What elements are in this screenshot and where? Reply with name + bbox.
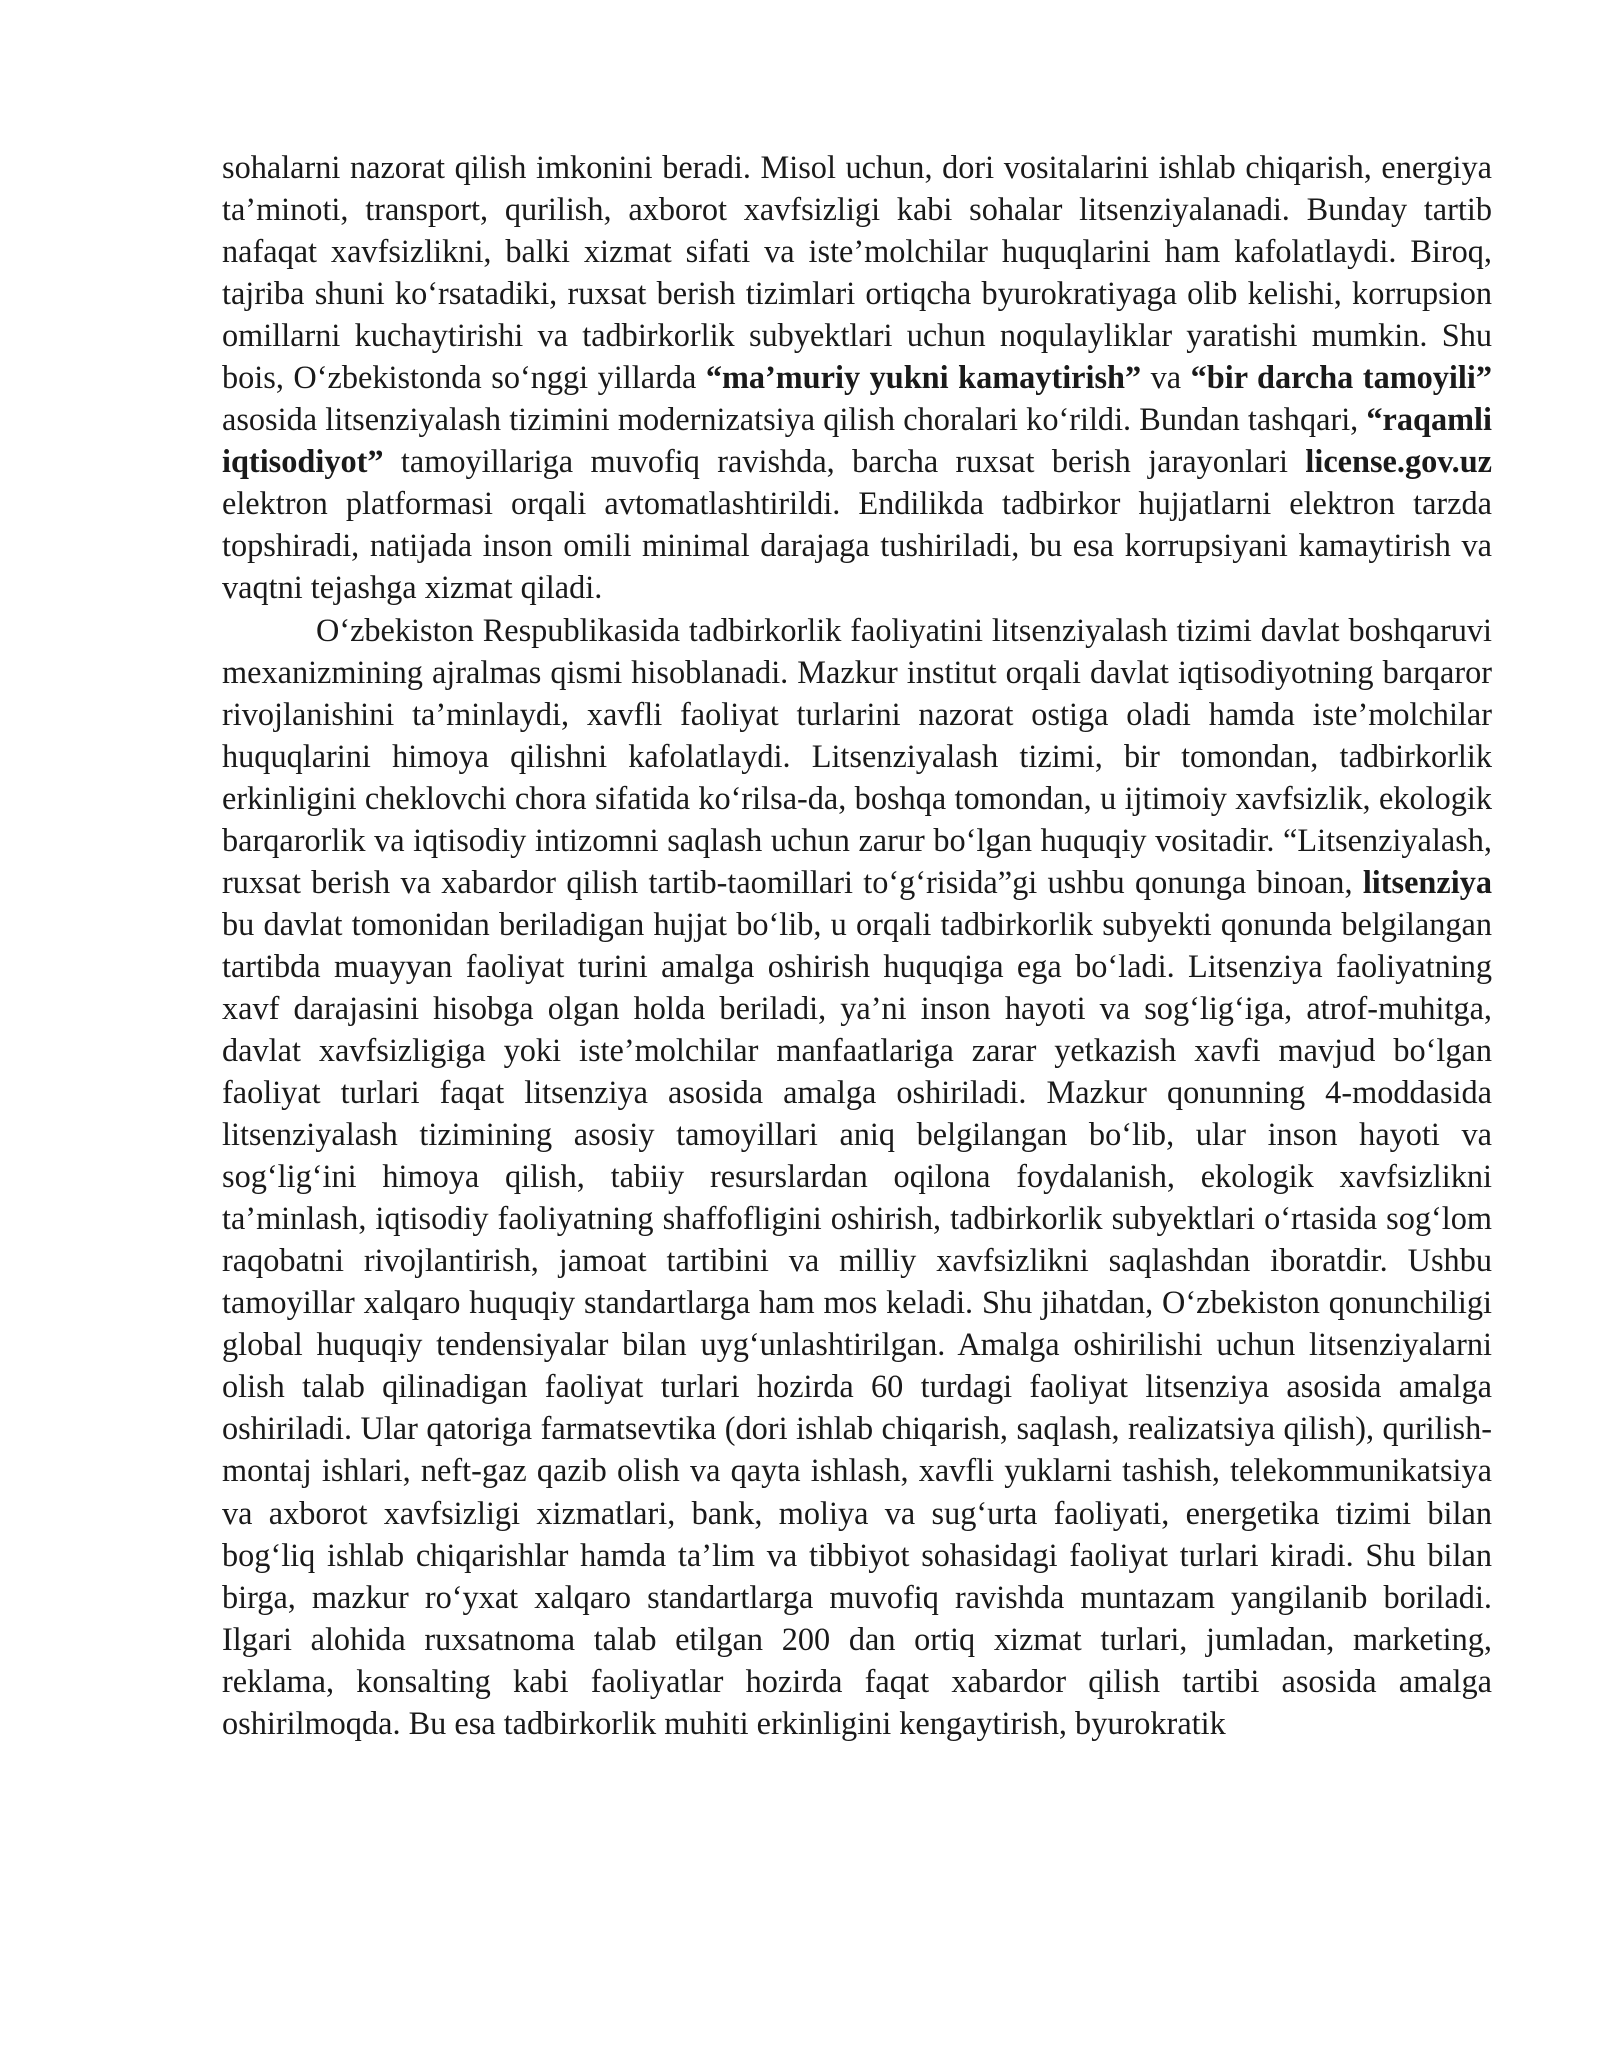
- bold-term-raqamli-iqtisodiyot: “raqamli iqtisodiyot”: [222, 401, 1492, 480]
- bold-term-mamuriy-yuk: “ma’muriy yukni kamaytirish”: [705, 359, 1142, 396]
- text-segment: O‘zbekiston Respublikasida tadbirkorlik faoliyatini litsenziyalash tizimi davlat boshqaruvi mexanizmining ajralmas qismi hisoblanadi. Mazkur institut orqali davlat iqtisodiyotning barqaror rivojlanishini ta’minlaydi, xavfli faoliyat turlarini nazorat ostiga oladi hamda iste’molchilar huquqlarini himoya qilishni kafolatlaydi. Litsenziyalash tizimi, bir tomondan, tadbirkorlik erkinligini cheklovchi chora sifatida ko‘rilsa-da, boshqa tomondan, u ijtimoiy xavfsizlik, ekologik barqarorlik va iqtisodiy intizomni saqlash uchun zarur bo‘lgan huquqiy vositadir. “Litsenziyalash, ruxsat berish va xabardor qilish tartib-taomillari to‘g‘risida”gi ushbu qonunga binoan,: [222, 611, 1492, 900]
- bold-term-bir-darcha: “bir darcha tamoyili”: [1190, 359, 1492, 396]
- text-segment: sohalarni nazorat qilish imkonini beradi. Misol uchun, dori vositalarini ishlab chiqarish, energiya ta’minoti, transport, qurilish, axborot xavfsizligi kabi sohalar litsenziyalanadi. Bunday tartib nafaqat xavfsizlikni, balki xizmat sifati va iste’molchilar huquqlarini ham kafolatlaydi. Biroq, tajriba shuni ko‘rsatadiki, ruxsat berish tizimlari ortiqcha byurokratiyaga olib kelishi, korrupsion omillarni kuchaytirishi va tadbirkorlik subyektlari uchun noqulayliklar yaratishi mumkin. Shu bois, O‘zbekistonda so‘nggi yillarda: [222, 149, 1492, 396]
- paragraph-2: [222, 609, 1492, 1744]
- text-segment: asosida litsenziyalash tizimini modernizatsiya qilish choralari ko‘rildi. Bundan tashqari,: [222, 401, 1367, 438]
- bold-term-license-gov-uz: license.gov.uz: [1305, 443, 1492, 480]
- bold-term-litsenziya: litsenziya: [1362, 863, 1492, 900]
- paragraph-1: [222, 146, 1492, 609]
- text-segment: tamoyillariga muvofiq ravishda, barcha ruxsat berish jarayonlari: [383, 443, 1306, 480]
- text-segment: elektron platformasi orqali avtomatlashtirildi. Endilikda tadbirkor hujjatlarni elektron tarzda topshiradi, natijada inson omili minimal darajaga tushiriladi, bu esa korrupsiyani kamaytirish va vaqtni tejashga xizmat qiladi.: [222, 485, 1492, 606]
- document-page: [222, 146, 1492, 1744]
- text-segment: va: [1141, 359, 1191, 396]
- text-segment: bu davlat tomonidan beriladigan hujjat bo‘lib, u orqali tadbirkorlik subyekti qonunda belgilangan tartibda muayyan faoliyat turini amalga oshirish huquqiga ega bo‘ladi. Litsenziya faoliyatning xavf darajasini hisobga olgan holda beriladi, ya’ni inson hayoti va sog‘lig‘iga, atrof-muhitga, davlat xavfsizligiga yoki iste’molchilar manfaatlariga zarar yetkazish xavfi mavjud bo‘lgan faoliyat turlari faqat litsenziya asosida amalga oshiriladi. Mazkur qonunning 4-moddasida litsenziyalash tizimining asosiy tamoyillari aniq belgilangan bo‘lib, ular inson hayoti va sog‘lig‘ini himoya qilish, tabiiy resurslardan oqilona foydalanish, ekologik xavfsizlikni ta’minlash, iqtisodiy faoliyatning shaffofligini oshirish, tadbirkorlik subyektlari o‘rtasida sog‘lom raqobatni rivojlantirish, jamoat tartibini va milliy xavfsizlikni saqlashdan iboratdir. Ushbu tamoyillar xalqaro huquqiy standartlarga ham mos keladi. Shu jihatdan, O‘zbekiston qonunchiligi global huquqiy tendensiyalar bilan uyg‘unlashtirilgan. Amalga oshirilishi uchun litsenziyalarni olish talab qilinadigan faoliyat turlari hozirda 60 turdagi faoliyat litsenziya asosida amalga oshiriladi. Ular qatoriga farmatsevtika (dori ishlab chiqarish, saqlash, realizatsiya qilish), qurilish-montaj ishlari, neft-gaz qazib olish va qayta ishlash, xavfli yuklarni tashish, telekommunikatsiya va axborot xavfsizligi xizmatlari, bank, moliya va sug‘urta faoliyati, energetika tizimi bilan bog‘liq ishlab chiqarishlar hamda ta’lim va tibbiyot sohasidagi faoliyat turlari kiradi. Shu bilan birga, mazkur ro‘yxat xalqaro standartlarga muvofiq ravishda muntazam yangilanib boriladi. Ilgari alohida ruxsatnoma talab etilgan 200 dan ortiq xizmat turlari, jumladan, marketing, reklama, konsalting kabi faoliyatlar hozirda faqat xabardor qilish tartibi asosida amalga oshirilmoqda. Bu esa tadbirkorlik muhiti erkinligini kengaytirish, byurokratik: [222, 905, 1492, 1741]
